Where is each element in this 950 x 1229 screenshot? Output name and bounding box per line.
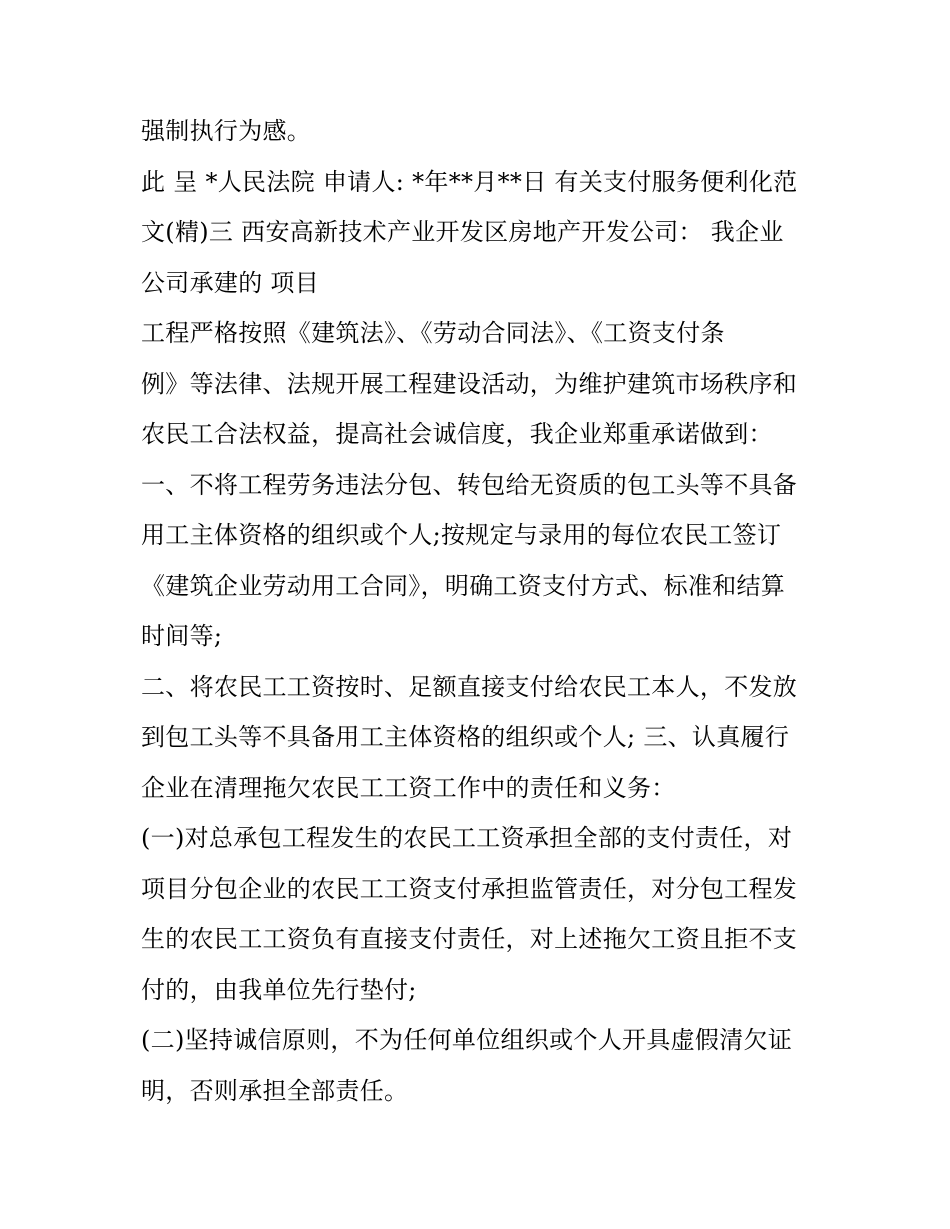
text-line-4: 公司承建的 项目	[141, 268, 320, 297]
text-line-9: 用工主体资格的组织或个人;按规定与录用的每位农民工签订	[141, 521, 782, 549]
text-line-10: 《建筑企业劳动用工合同》，明确工资支付方式、标准和结算	[141, 571, 786, 600]
text-line-3: 文(精)三 西安高新技术产业开发区房地产开发公司： 我企业	[141, 218, 784, 246]
text-line-15: (一)对总承包工程发生的农民工工资承担全部的支付责任，对	[141, 824, 793, 852]
text-line-1: 强制执行为感。	[141, 117, 312, 145]
text-line-2: 此 呈 *人民法院 申请人: *年**月**日 有关支付服务便利化范	[141, 167, 798, 196]
text-line-12: 二、将农民工工资按时、足额直接支付给农民工本人，不发放	[141, 672, 798, 701]
text-line-8: 一、不将工程劳务违法分包、转包给无资质的包工头等不具备	[141, 470, 798, 499]
document-body	[141, 111, 821, 1121]
text-line-17: 生的农民工工资负有直接支付责任，对上述拖欠工资且拒不支	[141, 925, 798, 953]
text-line-20: 明，否则承担全部责任。	[141, 1076, 409, 1105]
text-line-13: 到包工头等不具备用工主体资格的组织或个人; 三、认真履行	[141, 723, 790, 751]
text-line-7: 农民工合法权益，提高社会诚信度，我企业郑重承诺做到：	[141, 420, 773, 448]
text-line-5: 工程严格按照《建筑法》、《劳动合同法》、《工资支付条	[141, 319, 725, 347]
text-line-18: 付的，由我单位先行垫付;	[141, 975, 417, 1004]
text-line-16: 项目分包企业的农民工工资支付承担监管责任，对分包工程发	[141, 874, 798, 903]
text-line-6: 例》等法律、法规开展工程建设活动，为维护建筑市场秩序和	[141, 369, 798, 398]
text-line-19: (二)坚持诚信原则，不为任何单位组织或个人开具虚假清欠证	[141, 1026, 793, 1054]
text-line-14: 企业在清理拖欠农民工工资工作中的责任和义务：	[141, 773, 676, 802]
text-line-11: 时间等;	[141, 622, 223, 650]
